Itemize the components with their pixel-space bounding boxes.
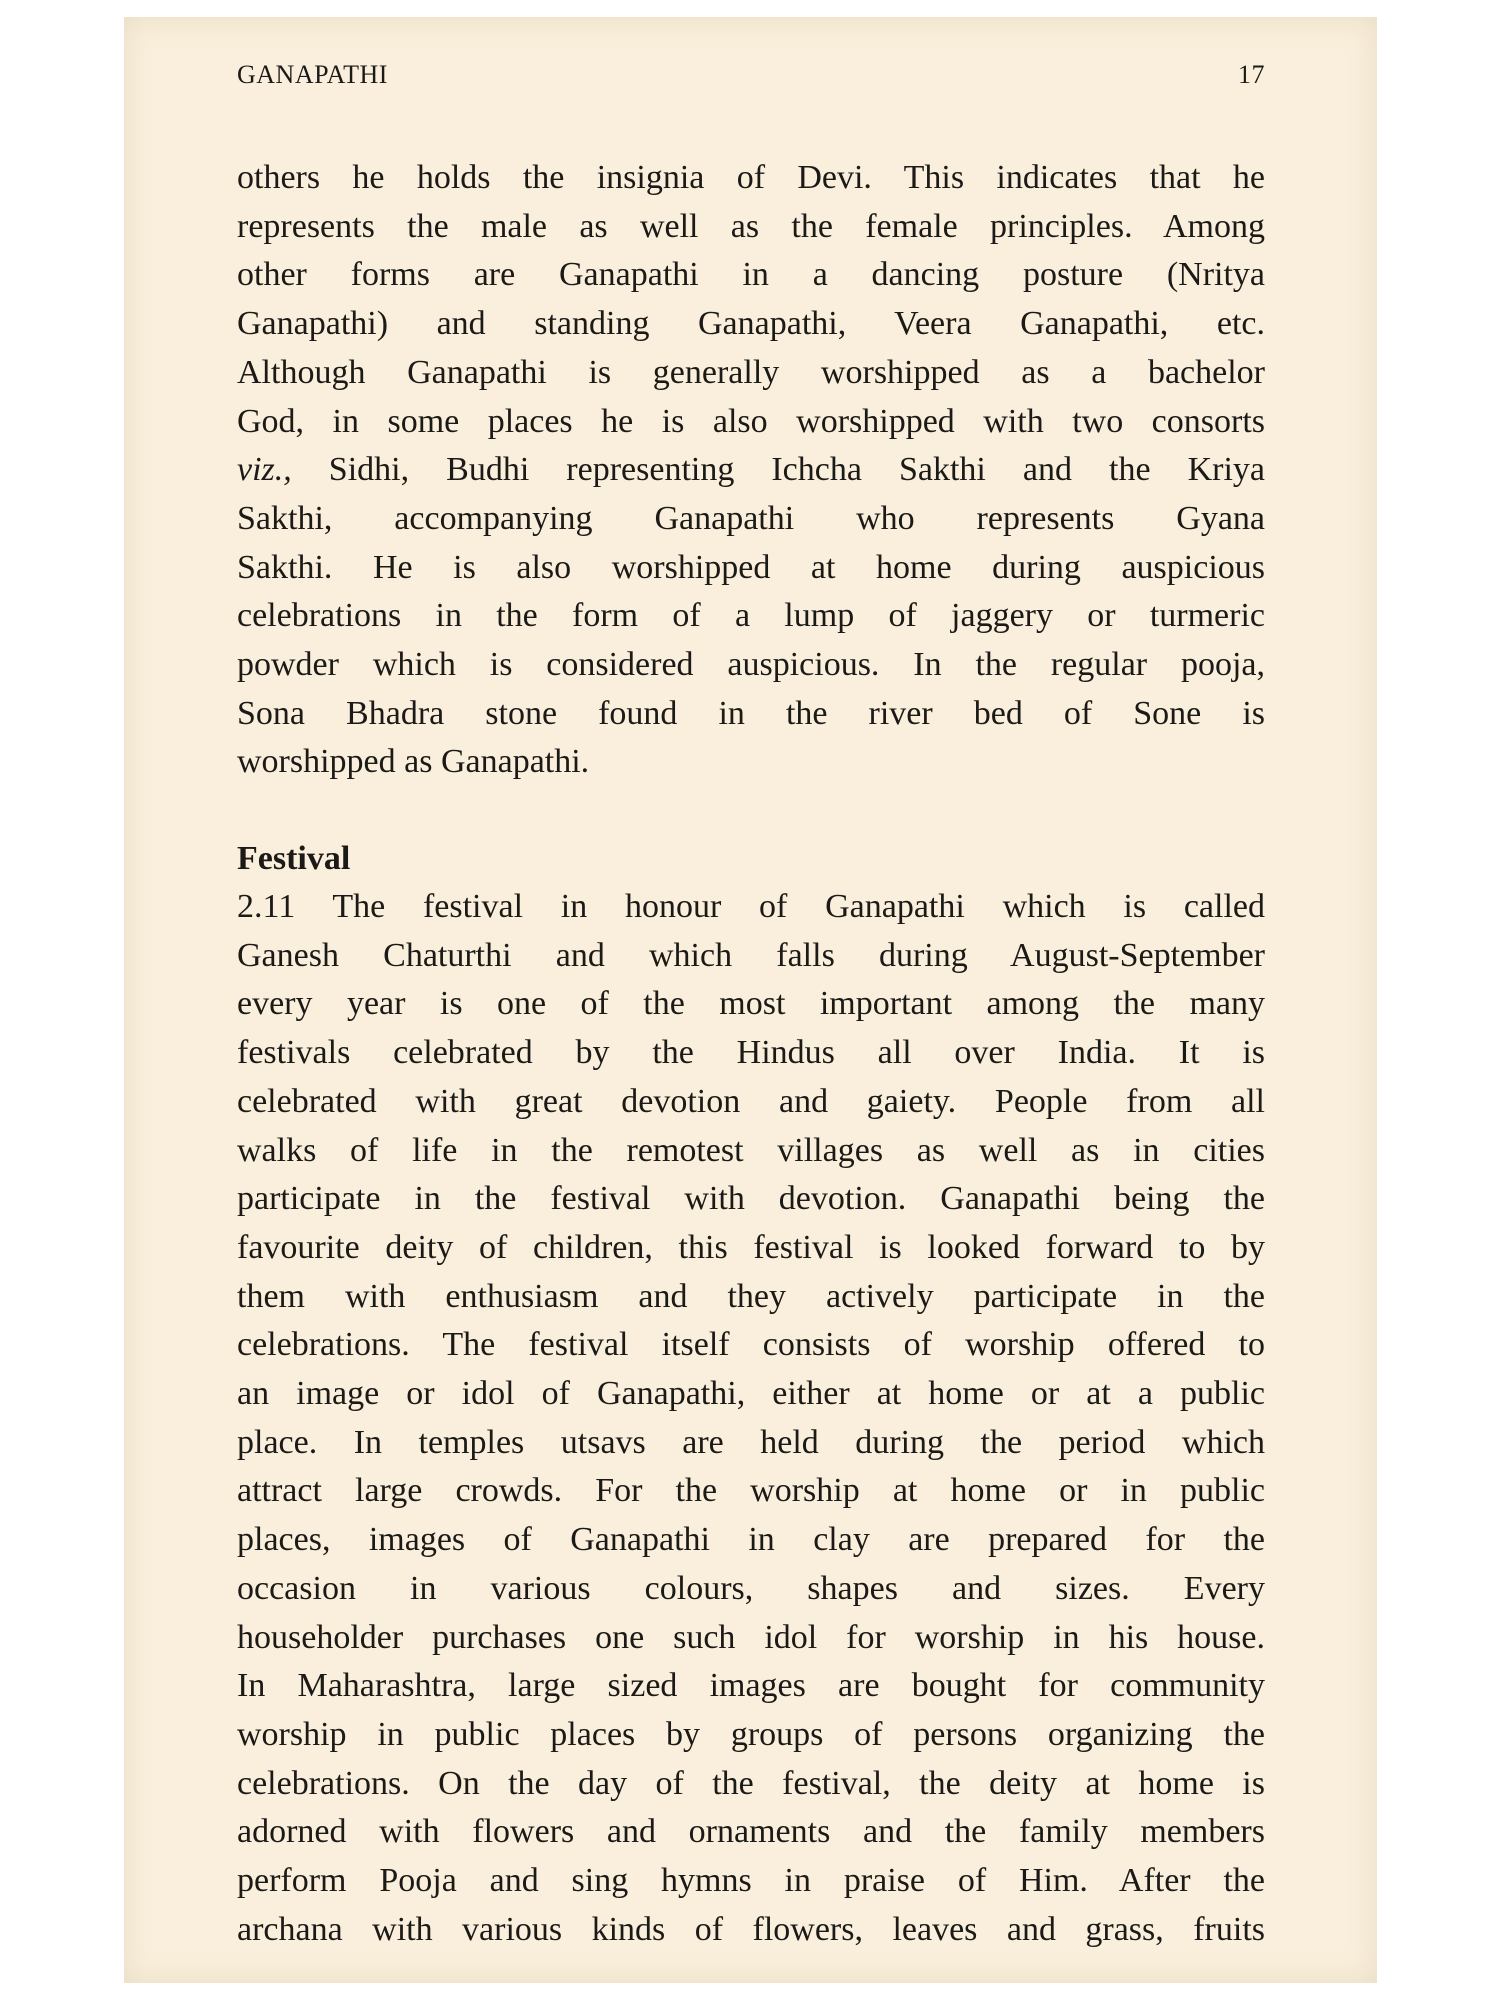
text-line: occasion in various colours, shapes and sizes. Every [237,1569,1265,1607]
text-line: Sona Bhadra stone found in the river bed of Sone is [237,694,1265,732]
paragraph-festival [237,883,1265,1954]
text-line: celebrations. The festival itself consists of worship offered to [237,1326,1265,1364]
text-line: Sakthi. He is also worshipped at home during auspicious [237,548,1265,586]
italic-abbreviation: viz., [237,451,292,489]
text-line: Although Ganapathi is generally worshipped as a bachelor [237,353,1265,391]
text-line: worshipped as Ganapathi. [237,743,590,781]
text-line: other forms are Ganapathi in a dancing posture (Nritya [237,256,1265,294]
text-line: celebrations. On the day of the festival, the deity at home is [237,1764,1265,1802]
text-line: attract large crowds. For the worship at home or in public [237,1472,1265,1510]
text-line: place. In temples utsavs are held during the period which [237,1423,1265,1461]
text-line: Ganapathi) and standing Ganapathi, Veera Ganapathi, etc. [237,305,1265,343]
text-line: participate in the festival with devotion. Ganapathi being the [237,1180,1265,1218]
text-line: God, in some places he is also worshipped with two consorts [237,402,1265,440]
text-line: an image or idol of Ganapathi, either at home or at a public [237,1375,1265,1413]
book-page [124,17,1377,1983]
page-number: 17 [1238,60,1265,89]
text-line: worship in public places by groups of persons organizing the [237,1715,1265,1753]
text-line: viz., Sidhi, Budhi representing Ichcha Sakthi and the Kriya [237,451,1265,489]
text-line: others he holds the insignia of Devi. This indicates that he [237,159,1265,196]
text-line: places, images of Ganapathi in clay are prepared for the [237,1521,1265,1559]
text-line: favourite deity of children, this festival is looked forward to by [237,1228,1265,1266]
text-line: householder purchases one such idol for worship in his house. [237,1618,1265,1656]
text-line: Sakthi, accompanying Ganapathi who represents Gyana [237,499,1265,537]
text-line: In Maharashtra, large sized images are bought for community [237,1667,1265,1705]
text-line: festivals celebrated by the Hindus all over India. It is [237,1034,1265,1072]
text-line: every year is one of the most important among the many [237,985,1265,1023]
text-line: them with enthusiasm and they actively participate in the [237,1277,1265,1315]
text-line: adorned with flowers and ornaments and the family members [237,1813,1265,1851]
text-line: archana with various kinds of flowers, leaves and grass, fruits [237,1910,1265,1948]
text-line: powder which is considered auspicious. In the regular pooja, [237,646,1265,684]
page-header [237,57,1265,93]
paragraph-insignia [237,154,1265,787]
text-line: celebrations in the form of a lump of jaggery or turmeric [237,597,1265,635]
text-line: walks of life in the remotest villages as well as in cities [237,1131,1265,1169]
running-head: GANAPATHI [237,60,388,89]
text-line: celebrated with great devotion and gaiety. People from all [237,1082,1265,1120]
text-line: represents the male as well as the female principles. Among [237,207,1265,245]
text-line: Ganesh Chaturthi and which falls during August-September [237,936,1265,974]
text-line: perform Pooja and sing hymns in praise of Him. After the [237,1862,1265,1900]
text-line: 2.11 The festival in honour of Ganapathi which is called [237,888,1265,925]
section-heading-festival: Festival [237,840,351,877]
